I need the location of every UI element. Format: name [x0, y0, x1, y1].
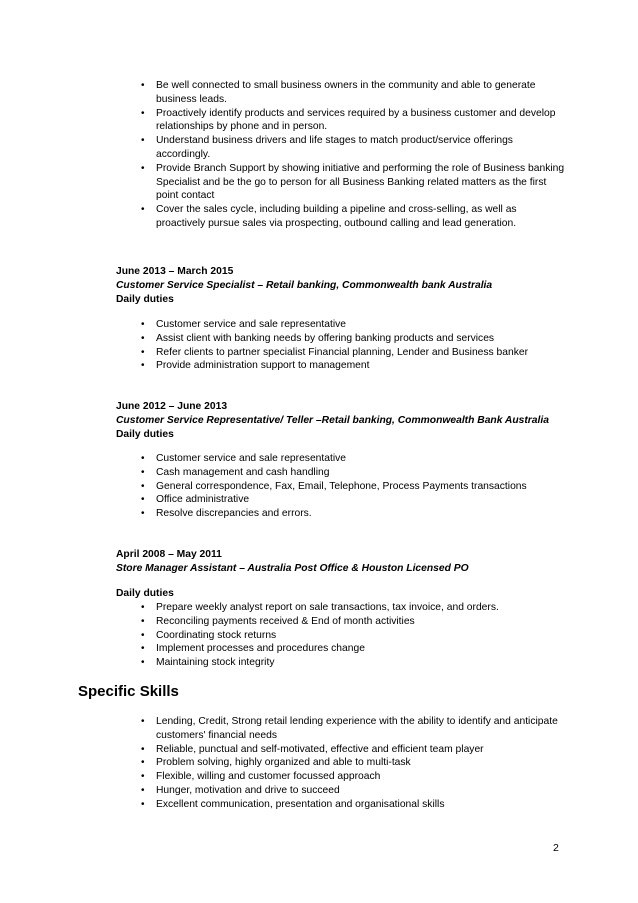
skills-bullet-list	[141, 715, 568, 812]
intro-bullet-list	[141, 79, 568, 231]
list-item: • Provide Branch Support by showing initiative and performing the role of Business banking Specialist and be the go to person for all Business Banking related matters as the first point contact	[141, 162, 565, 202]
list-item: • Problem solving, highly organized and able to multi-task	[141, 757, 411, 769]
bullet-icon: •	[141, 629, 145, 641]
list-item: • Flexible, willing and customer focussed approach	[141, 771, 381, 783]
bullet-icon: •	[141, 757, 145, 769]
bullet-icon: •	[141, 319, 145, 330]
bullet-icon: •	[141, 643, 145, 655]
list-item: • Refer clients to partner specialist Financial planning, Lender and Business banker	[141, 346, 529, 358]
duties-label: Daily duties	[116, 588, 174, 599]
list-item: • Implement processes and procedures change	[141, 643, 365, 655]
list-item: • Office administrative	[141, 494, 250, 506]
page-number: 2	[553, 842, 559, 854]
bullet-icon: •	[141, 480, 145, 492]
job-2-bullet-list	[141, 452, 568, 521]
job-entry-1	[116, 265, 576, 306]
bullet-icon: •	[141, 615, 145, 627]
bullet-icon: •	[141, 453, 145, 464]
list-item: • Assist client with banking needs by offering banking products and services	[141, 332, 495, 344]
bullet-icon: •	[141, 107, 145, 119]
job-role: Customer Service Specialist – Retail banking, Commonwealth bank Australia	[116, 279, 493, 291]
bullet-icon: •	[141, 508, 145, 520]
list-item: • Excellent communication, presentation and organisational skills	[141, 798, 445, 810]
list-item: • Reconciling payments received & End of month activities	[141, 615, 415, 627]
bullet-icon: •	[141, 346, 145, 358]
job-3-duties	[116, 587, 576, 601]
list-item: • Prepare weekly analyst report on sale transactions, tax invoice, and orders.	[141, 602, 499, 613]
bullet-icon: •	[141, 743, 145, 755]
bullet-icon: •	[141, 466, 145, 478]
list-item: • Hunger, motivation and drive to succeed	[141, 784, 340, 796]
list-item: • Lending, Credit, Strong retail lending experience with the ability to identify and anticipate customers' financial needs	[141, 716, 558, 741]
list-item: • Maintaining stock integrity	[141, 657, 275, 669]
bullet-icon: •	[141, 80, 145, 91]
duties-label: Daily duties	[116, 428, 174, 440]
bullet-icon: •	[141, 360, 145, 372]
list-item: • Coordinating stock returns	[141, 629, 277, 641]
job-entry-3	[116, 548, 576, 576]
list-item: • Reliable, punctual and self-motivated, effective and efficient team player	[141, 743, 484, 755]
list-item: • General correspondence, Fax, Email, Telephone, Process Payments transactions	[141, 480, 527, 492]
bullet-icon: •	[141, 784, 145, 796]
job-role: Store Manager Assistant – Australia Post Office & Houston Licensed PO	[116, 562, 469, 574]
section-title-specific-skills: Specific Skills	[78, 683, 179, 700]
bullet-icon: •	[141, 162, 145, 174]
list-item: • Customer service and sale representative	[141, 319, 347, 330]
list-item: • Be well connected to small business owners in the community and able to generate business leads.	[141, 80, 536, 105]
list-item: • Cash management and cash handling	[141, 466, 330, 478]
bullet-icon: •	[141, 771, 145, 783]
bullet-icon: •	[141, 657, 145, 669]
job-role: Customer Service Representative/ Teller –Retail banking, Commonwealth Bank Australia	[116, 414, 549, 426]
job-date: April 2008 – May 2011	[116, 549, 222, 560]
job-1-bullet-list	[141, 318, 568, 373]
job-entry-2	[116, 400, 576, 441]
list-item: • Cover the sales cycle, including building a pipeline and cross-selling, as well as proactively pursue sales via prospecting, outbound calling and lead generation.	[141, 204, 517, 229]
job-3-bullet-list	[141, 601, 568, 670]
bullet-icon: •	[141, 798, 145, 810]
bullet-icon: •	[141, 602, 145, 613]
bullet-icon: •	[141, 494, 145, 506]
job-date: June 2013 – March 2015	[116, 266, 234, 277]
list-item: • Proactively identify products and services required by a business customer and develop relationships by phone and in person.	[141, 107, 556, 133]
list-item: • Provide administration support to management	[141, 360, 370, 372]
list-item: • Customer service and sale representative	[141, 453, 347, 464]
bullet-icon: •	[141, 204, 145, 216]
list-item: • Understand business drivers and life stages to match product/service offerings accordingly.	[141, 135, 513, 160]
job-date: June 2012 – June 2013	[116, 401, 228, 412]
bullet-icon: •	[141, 716, 145, 727]
list-item: • Resolve discrepancies and errors.	[141, 508, 312, 520]
bullet-icon: •	[141, 135, 145, 147]
bullet-icon: •	[141, 332, 145, 344]
duties-label: Daily duties	[116, 293, 174, 305]
